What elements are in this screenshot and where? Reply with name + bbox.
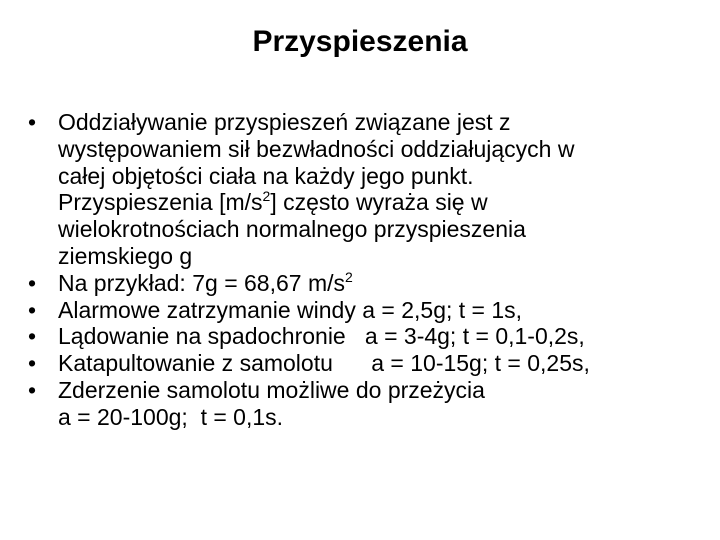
bullet-item (28, 297, 708, 324)
bullet-text: Na przykład: 7g = 68,67 $m/s^2$ (58, 268, 353, 296)
bullet-item (28, 270, 708, 297)
bullet-dot: • (28, 323, 37, 350)
bullet-text: Oddziaływanie przyspieszeń związane jest z występowaniem sił bezwładności oddziałujących w całej objętości ciała na każdy jego punkt. Przyspieszenia $[m/s^2]$ często wyraża się w wielokrotnościach normalnego przyspieszenia ziemskiego g (58, 109, 575, 269)
slide-title: Przyspieszenia (252, 25, 468, 58)
bullet-dot: • (28, 269, 37, 296)
bullet-item (28, 377, 708, 431)
bullet-dot: • (28, 296, 37, 323)
bullet-text: Lądowanie na spadochronie a = 3-4g; t = 0,1-0,2s, (58, 323, 585, 350)
bullet-dot: • (28, 376, 37, 403)
bullet-text: Katapultowanie z samolotu a = 10-15g; t = 0,25s, (58, 350, 590, 377)
bullet-dot: • (28, 109, 37, 135)
bullet-item (28, 350, 708, 377)
bullet-item (28, 109, 708, 270)
bullet-text: Zderzenie samolotu możliwe do przeżycia a = 20-100g; t = 0,1s. (58, 376, 485, 430)
bullet-list (28, 109, 708, 431)
bullet-item (28, 323, 708, 350)
bullet-dot: • (28, 350, 37, 377)
bullet-text: Alarmowe zatrzymanie windy a = 2,5g; t = 1s, (58, 296, 523, 323)
